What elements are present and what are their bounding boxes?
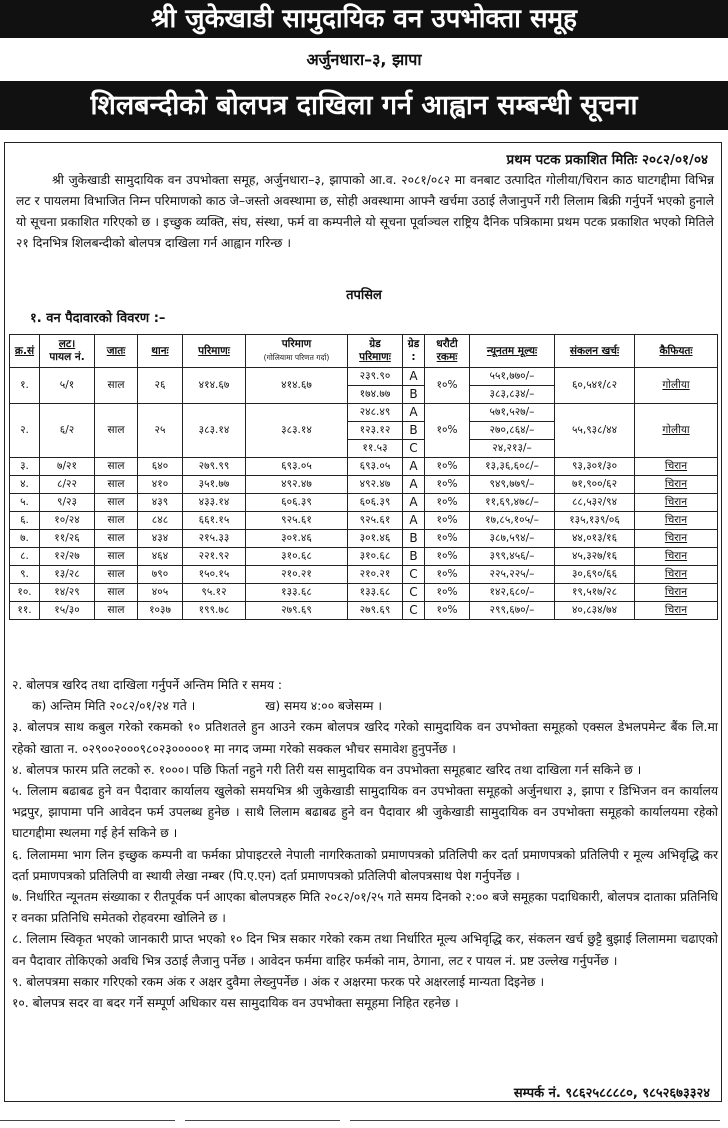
table-row [10, 476, 718, 494]
cell-remark: चिरान [635, 584, 718, 602]
cell-species: साल [95, 368, 138, 404]
cell-collection-cost: ५५,९३८/४४ [555, 404, 635, 458]
cell-grade: A [403, 458, 425, 476]
cell-pieces: ८४८ [138, 512, 183, 530]
cell-converted: ४१४.६७ [246, 368, 348, 404]
cell-lot: १३/२८ [40, 566, 95, 584]
cell-grade: A [403, 368, 425, 386]
cell-grade-volume: २३९.९० [348, 368, 403, 386]
cell-pieces: ६४० [138, 458, 183, 476]
cell-converted: ३०१.४६ [246, 530, 348, 548]
cell-sn: ४. [10, 476, 40, 494]
table-row [10, 548, 718, 566]
term-7: ७. निर्धारित न्यूनतम संख्याका र रीतपूर्वक पर्न आएका बोलपत्रहरु मिति २०८२/०१/२५ गते समय दिनको २:०० बजे समूहका पदाधिकारी, बोलपत्र दाताका प्रतिनिधि र वनका प्रतिनिधि समेतको रोहवरमा खोलिने छ । [12, 890, 718, 926]
cell-converted: ४९२.४७ [246, 476, 348, 494]
cell-deposit: १०% [425, 476, 470, 494]
cell-deposit: १०% [425, 530, 470, 548]
cell-remark: चिरान [635, 566, 718, 584]
cell-collection-cost: ७१,९००/६२ [555, 476, 635, 494]
cell-pieces: ४१० [138, 476, 183, 494]
cell-sn: १. [10, 368, 40, 404]
cell-pieces: ७९० [138, 566, 183, 584]
cell-converted: ३८३.१४ [246, 404, 348, 458]
term-9: ९. बोलपत्रमा सकार गरिएको रकम अंक र अक्षर दुवैमा लेख्नुपर्नेछ । अंक र अक्षरमा फरक परे अक्षरलाई मान्यता दिइनेछ । [12, 974, 545, 989]
cell-volume: ३८३.१४ [183, 404, 246, 458]
cell-volume: २२१.९२ [183, 548, 246, 566]
org-address: अर्जुनधारा–३, झापा [306, 50, 422, 69]
cell-converted: १३३.६८ [246, 584, 348, 602]
cell-converted: ६०६.३९ [246, 494, 348, 512]
cell-collection-cost: ४५,३२७/१६ [555, 548, 635, 566]
cell-species: साल [95, 602, 138, 620]
cell-lot: ८/२२ [40, 476, 95, 494]
cell-species: साल [95, 584, 138, 602]
cell-converted: ९२५.६१ [246, 512, 348, 530]
cell-lot: ६/२ [40, 404, 95, 458]
cell-grade-volume: २१०.२१ [348, 566, 403, 584]
cell-species: साल [95, 458, 138, 476]
term-8: ८. लिलाम स्विकृत भएको जानकारी प्राप्त भएको १० दिन भित्र सकार गरेको रकम तथा निर्धारित मूल्य अभिवृद्धि कर, संकलन खर्च छुट्टै बुझाई लिलाममा चढाएको वन पैदावार तोकिएको अवधि भित्र उठाई लैजानु पर्नेछ । आवेदन फर्ममा वाहिर फर्मको नाम, ठेगाना, लट र पायल नं. प्रष्ट उल्लेख गर्नुपर्नेछ । [12, 932, 718, 968]
forest-product-table [9, 334, 718, 620]
cell-lot: ९/२३ [40, 494, 95, 512]
cell-remark: चिरान [635, 530, 718, 548]
cell-pieces: २५ [138, 404, 183, 458]
cell-min-price: १४२,६८०/– [470, 584, 555, 602]
cell-lot: १५/३० [40, 602, 95, 620]
page-bottom-rule [0, 1108, 728, 1128]
cell-volume: १५०.१५ [183, 566, 246, 584]
cell-volume: ३५१.७७ [183, 476, 246, 494]
cell-pieces: १०३७ [138, 602, 183, 620]
cell-collection-cost: ४४,०१३/१६ [555, 530, 635, 548]
cell-converted: ६९३.०५ [246, 458, 348, 476]
cell-sn: ८. [10, 548, 40, 566]
cell-grade: C [403, 440, 425, 458]
cell-min-price: ५५१,७७०/– [470, 368, 555, 386]
cell-min-price: २२५,२२५/– [470, 566, 555, 584]
cell-remark: चिरान [635, 476, 718, 494]
intro-paragraph: श्री जुकेखाडी सामुदायिक वन उपभोक्ता समूह, अर्जुनधारा–३, झापाको आ.व. २०८१/०८२ मा वनबाट उत्पादित गोलीया/चिरान काठ घाटगद्दीमा विभिन्न लट र पायलमा विभाजित निम्न परिमाणको काठ जे–जस्तो अवस्थामा छ, सोही अवस्थामा आफ्नै खर्चमा उठाई लैजानुपर्ने गरी लिलाम बिक्री गर्नुपर्ने भएको हुनाले यो सूचना प्रकाशित गरिएको छ । इच्छुक व्यक्ति, संघ, संस्था, फर्म वा कम्पनीले यो सूचना पूर्वाञ्चल राष्ट्रिय दैनिक पत्रिकामा प्रथम पटक प्रकाशित भएको मितिले २१ दिनभित्र शिलबन्दीको बोलपत्र दाखिला गर्न आह्वान गरिन्छ । [16, 173, 714, 250]
cell-grade: B [403, 530, 425, 548]
cell-remark: चिरान [635, 548, 718, 566]
cell-grade: C [403, 566, 425, 584]
cell-min-price: २९९,६७०/– [470, 602, 555, 620]
term-2: २. बोलपत्र खरिद तथा दाखिला गर्नुपर्ने अन्तिम मिति र समय : [12, 678, 283, 692]
cell-species: साल [95, 494, 138, 512]
cell-min-price: २४,२१३/– [470, 440, 555, 458]
cell-grade-volume: ११.५३ [348, 440, 403, 458]
cell-sn: ६. [10, 512, 40, 530]
col-deposit: धरौटी रकमः [425, 335, 470, 368]
cell-min-price: ९४९,७७९/– [470, 476, 555, 494]
cell-deposit: १०% [425, 368, 470, 404]
cell-volume: ४१४.६७ [183, 368, 246, 404]
cell-grade: A [403, 512, 425, 530]
term-10: १०. बोलपत्र सदर वा बदर गर्ने सम्पूर्ण अधिकार यस सामुदायिक वन उपभोक्ता समूहमा निहित रहनेछ । [12, 996, 459, 1011]
term-2a: क) अन्तिम मिति २०८२/०१/२४ गते । [32, 699, 196, 714]
cell-min-price: १७,८५,१०५/– [470, 512, 555, 530]
cell-grade-volume: २७९.६९ [348, 602, 403, 620]
col-remarks: कैफियतः [635, 335, 718, 368]
cell-sn: ७. [10, 530, 40, 548]
col-lot: लट। पायल नं. [40, 335, 95, 368]
term-4: ४. बोलपत्र फारम प्रति लटको रु. १०००। पछि फिर्ता नहुने गरी तिरी यस सामुदायिक वन उपभोक्ता समूहबाट खरिद तथा दाखिला गर्न सकिने छ । [12, 762, 642, 777]
table-row [10, 602, 718, 620]
cell-min-price: ३८७,५९४/– [470, 530, 555, 548]
cell-remark: चिरान [635, 512, 718, 530]
table-row [10, 566, 718, 584]
cell-grade: A [403, 476, 425, 494]
cell-volume: २१५.३३ [183, 530, 246, 548]
cell-deposit: १०% [425, 494, 470, 512]
cell-deposit: १०% [425, 566, 470, 584]
cell-deposit: १०% [425, 548, 470, 566]
col-pieces: थानः [138, 335, 183, 368]
cell-grade-volume: २४८.४९ [348, 404, 403, 422]
cell-grade: B [403, 548, 425, 566]
cell-pieces: ४०५ [138, 584, 183, 602]
cell-grade-volume: ६०६.३९ [348, 494, 403, 512]
cell-grade: A [403, 404, 425, 422]
col-species: जातः [95, 335, 138, 368]
cell-pieces: ४३४ [138, 530, 183, 548]
table-row [10, 584, 718, 602]
cell-grade-volume: ४९२.४७ [348, 476, 403, 494]
cell-collection-cost: १९,५१७/२८ [555, 584, 635, 602]
cell-grade: C [403, 584, 425, 602]
cell-collection-cost: ८८,५३२/९४ [555, 494, 635, 512]
notice-title: शिलबन्दीको बोलपत्र दाखिला गर्न आह्वान सम्बन्धी सूचना [0, 81, 728, 130]
col-volume: परिमाणः [183, 335, 246, 368]
cell-grade: A [403, 494, 425, 512]
cell-deposit: १०% [425, 584, 470, 602]
cell-species: साल [95, 476, 138, 494]
cell-collection-cost: ९३,३०१/३० [555, 458, 635, 476]
published-date: प्रथम पटक प्रकाशित मितिः २०८२/०१/०४ [506, 152, 708, 168]
cell-converted: २१०.२१ [246, 566, 348, 584]
cell-lot: ७/२१ [40, 458, 95, 476]
col-collection-cost: संकलन खर्चः [555, 335, 635, 368]
col-min-price: न्यूनतम मूल्यः [470, 335, 555, 368]
table-row [10, 458, 718, 476]
cell-volume: १९९.७८ [183, 602, 246, 620]
cell-sn: १०. [10, 584, 40, 602]
cell-min-price: ११,६९,४७८/– [470, 494, 555, 512]
contact-number: सम्पर्क नं. ९८६२५८८८८०, ९८५२६७३३२४ [513, 1086, 710, 1101]
cell-volume: ६६१.१५ [183, 512, 246, 530]
cell-lot: ११/२६ [40, 530, 95, 548]
cell-grade: B [403, 422, 425, 440]
col-grade: ग्रेड : [403, 335, 425, 368]
cell-min-price: १३,३६,६०८/– [470, 458, 555, 476]
cell-species: साल [95, 512, 138, 530]
cell-pieces: २६ [138, 368, 183, 404]
term-5: ५. लिलाम बढाबढ हुने वन पैदावार कार्यालय खुलेको समयभित्र श्री जुकेखाडी सामुदायिक वन उपभोक्ता समूहको अर्जुनधारा ३, झापा र डिभिजन वन कार्यालय भद्रपुर, झापामा पनि आवेदन फर्म उपलब्ध हुनेछ । साथै लिलाम बढाबढ हुने वन पैदावार श्री जुकेखाडी सामुदायिक वन उपभोक्ता समूहको कार्यालयमा रहेको घाटगद्दीमा स्थलमा गई हेर्न सकिने छ । [12, 784, 718, 841]
cell-lot: १०/२४ [40, 512, 95, 530]
cell-sn: २. [10, 404, 40, 458]
cell-min-price: ३९९,४५६/– [470, 548, 555, 566]
term-3: ३. बोलपत्र साथ कबुल गरेको रकमको १० प्रतिशतले हुन आउने रकम बोलपत्र खरिद गरेको सामुदायिक वन उपभोक्ता समूहको एक्सल डेभलपमेन्ट बैंक लि.मा रहेको खाता न. ०२९००२०००९८०२३०००००१ मा नगद जम्मा गरेको सक्कल भौचर समावेश हुनुपर्नेछ । [12, 720, 718, 756]
table-row [10, 404, 718, 422]
cell-collection-cost: १३५,१३९/०६ [555, 512, 635, 530]
term-6: ६. लिलाममा भाग लिन इच्छुक कम्पनी वा फर्मका प्रोपाइटरले नेपाली नागरिकताको प्रमाणपत्रको प्रतिलिपी कर दर्ता प्रमाणपत्रको प्रतिलिपी र मूल्य अभिवृद्धि कर दर्ता प्रमाणपत्रको प्रतिलिपी वा स्थायी लेखा नम्बर (पि.ए.एन) दर्ता प्रमाणपत्रको प्रतिलिपी बोलपत्रसाथ पेश गर्नुपर्नेछ । [12, 847, 718, 883]
cell-sn: ९. [10, 566, 40, 584]
cell-grade-volume: ३१०.६८ [348, 548, 403, 566]
cell-grade: B [403, 386, 425, 404]
schedule-heading: तपसिल [346, 288, 382, 303]
cell-pieces: ४३९ [138, 494, 183, 512]
cell-remark: गोलीया [635, 368, 718, 404]
cell-grade: C [403, 602, 425, 620]
cell-sn: ११. [10, 602, 40, 620]
table-row [10, 494, 718, 512]
cell-lot: १२/२७ [40, 548, 95, 566]
col-converted: परिमाण (गोलियामा परिणत गर्दा) [246, 335, 348, 368]
col-sn: क्र.सं [10, 335, 40, 368]
term-2-dates [12, 696, 718, 717]
cell-volume: ९५.१२ [183, 584, 246, 602]
cell-grade-volume: १२३.१२ [348, 422, 403, 440]
cell-species: साल [95, 548, 138, 566]
cell-deposit: १०% [425, 458, 470, 476]
cell-min-price: २७०,८६४/– [470, 422, 555, 440]
cell-deposit: १०% [425, 512, 470, 530]
terms-list [12, 675, 718, 1014]
cell-pieces: ४६४ [138, 548, 183, 566]
cell-sn: ३. [10, 458, 40, 476]
table-row [10, 368, 718, 386]
cell-volume: ४३३.१४ [183, 494, 246, 512]
cell-species: साल [95, 404, 138, 458]
cell-collection-cost: ३०,६९०/६६ [555, 566, 635, 584]
cell-deposit: १०% [425, 404, 470, 458]
cell-sn: ५. [10, 494, 40, 512]
section1-heading: १. वन पैदावारको विवरण :– [30, 311, 166, 326]
cell-deposit: १०% [425, 602, 470, 620]
cell-grade-volume: ९२५.६१ [348, 512, 403, 530]
cell-species: साल [95, 566, 138, 584]
cell-volume: २७९.९९ [183, 458, 246, 476]
cell-remark: चिरान [635, 458, 718, 476]
cell-lot: ५/१ [40, 368, 95, 404]
cell-collection-cost: ४०,८३४/७४ [555, 602, 635, 620]
table-header-row [10, 335, 718, 368]
cell-grade-volume: १७४.७७ [348, 386, 403, 404]
term-2b: ख) समय ४:०० बजेसम्म । [265, 699, 383, 714]
cell-grade-volume: १३३.६८ [348, 584, 403, 602]
cell-min-price: ३८३,८३४/– [470, 386, 555, 404]
cell-remark: चिरान [635, 602, 718, 620]
cell-converted: ३१०.६८ [246, 548, 348, 566]
cell-collection-cost: ६०,५४१/८२ [555, 368, 635, 404]
cell-grade-volume: ३०१.४६ [348, 530, 403, 548]
table-row [10, 512, 718, 530]
cell-species: साल [95, 530, 138, 548]
cell-min-price: ५७१,५२७/– [470, 404, 555, 422]
col-grade-volume: ग्रेड परिमाणः [348, 335, 403, 368]
cell-converted: २७९.६९ [246, 602, 348, 620]
table-row [10, 530, 718, 548]
cell-grade-volume: ६९३.०५ [348, 458, 403, 476]
cell-remark: गोलीया [635, 404, 718, 458]
org-title: श्री जुकेखाडी सामुदायिक वन उपभोक्ता समूह [0, 0, 728, 38]
cell-lot: १४/२९ [40, 584, 95, 602]
cell-remark: चिरान [635, 494, 718, 512]
